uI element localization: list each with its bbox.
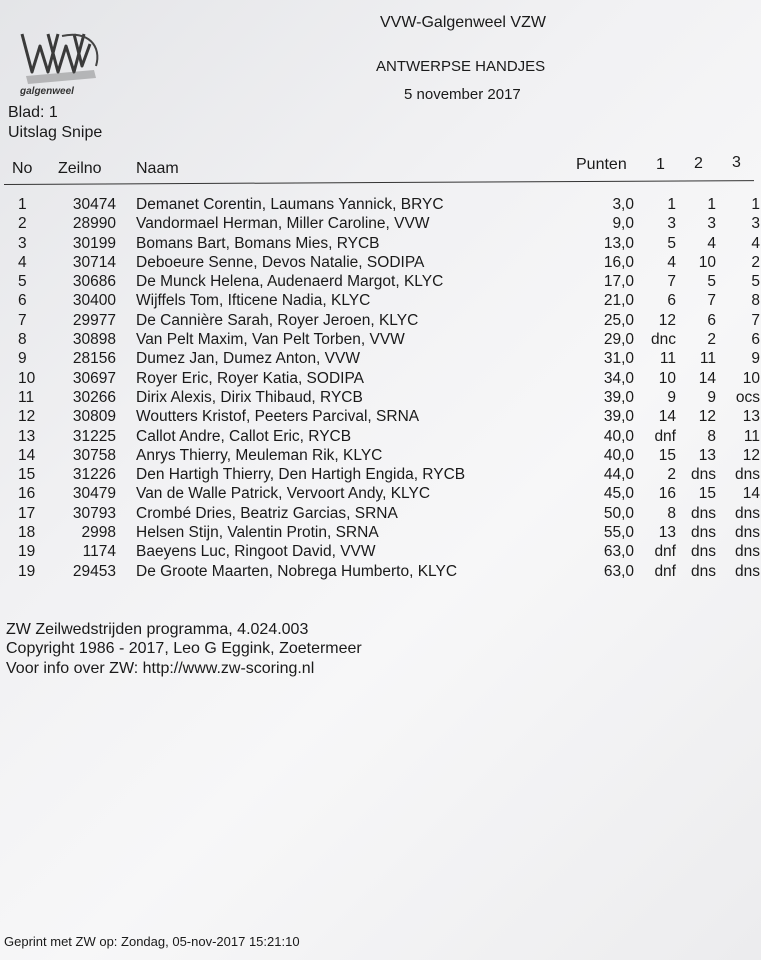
crew-name: Van Pelt Maxim, Van Pelt Torben, VVW: [136, 331, 405, 349]
race-3: dns: [735, 504, 760, 522]
sail-number: 29977: [72, 311, 116, 329]
race-1: 6: [667, 292, 676, 310]
rank: 5: [18, 273, 27, 291]
table-row: [0, 312, 761, 331]
crew-name: De Munck Helena, Audenaerd Margot, KLYC: [136, 273, 444, 291]
printed-timestamp: Geprint met ZW op: Zondag, 05-nov-2017 15:21:10: [4, 934, 300, 949]
rank: 8: [18, 331, 27, 349]
points: 39,0: [603, 388, 634, 406]
crew-name: Baeyens Luc, Ringoot David, VVW: [136, 543, 376, 561]
table-row: [0, 331, 761, 350]
points: 16,0: [603, 253, 634, 271]
rank: 1: [18, 196, 27, 213]
rank: 13: [18, 427, 36, 445]
race-3: dns: [735, 543, 760, 561]
points: 25,0: [603, 311, 634, 329]
race-2: 5: [707, 273, 716, 291]
sail-number: 30714: [72, 253, 116, 271]
rank: 9: [18, 350, 27, 368]
race-3: ocs: [735, 388, 760, 406]
race-3: 1: [751, 196, 760, 213]
rank: 2: [18, 215, 27, 233]
race-3: 7: [751, 311, 760, 329]
result-title: Uitslag Snipe: [8, 124, 103, 141]
race-1: 7: [667, 273, 676, 291]
table-row: [0, 292, 761, 311]
table-row: [0, 350, 761, 369]
table-row: [0, 370, 761, 389]
table-row: [0, 428, 761, 447]
points: 3,0: [612, 196, 634, 213]
sail-number: 30686: [72, 273, 116, 291]
race-1: 16: [658, 485, 676, 503]
copyright-line: Copyright 1986 - 2017, Leo G Eggink, Zoetermeer: [6, 640, 362, 657]
crew-name: Vandormael Herman, Miller Caroline, VVW: [136, 215, 430, 233]
logo-wordmark: galgenweel: [20, 86, 74, 97]
crew-name: Anrys Thierry, Meuleman Rik, KLYC: [136, 446, 383, 464]
race-2: dns: [691, 524, 716, 542]
race-2: 6: [707, 311, 716, 329]
sail-number: 30400: [72, 292, 116, 310]
header-divider: [4, 180, 754, 185]
rank: 17: [18, 504, 36, 522]
race-3: 10: [742, 369, 760, 387]
sail-number: 31225: [72, 427, 116, 445]
rank: 7: [18, 311, 27, 329]
sail-number: 30898: [72, 331, 116, 349]
race-3: 9: [751, 350, 760, 368]
race-3: 5: [751, 273, 760, 291]
crew-name: De Cannière Sarah, Royer Jeroen, KLYC: [136, 311, 419, 329]
rank: 19: [18, 543, 36, 561]
race-1: 10: [658, 369, 676, 387]
race-2: 10: [698, 253, 716, 271]
race-1: dnf: [654, 562, 676, 580]
race-2: 7: [707, 292, 716, 310]
race-1: 8: [667, 504, 676, 522]
race-3: 6: [751, 331, 760, 349]
race-3: 3: [751, 215, 760, 233]
sail-number: 30266: [72, 388, 116, 406]
table-row: [0, 273, 761, 292]
race-2: dns: [691, 543, 716, 561]
points: 39,0: [603, 408, 634, 426]
points: 34,0: [603, 369, 634, 387]
race-3: 11: [743, 427, 760, 445]
crew-name: De Groote Maarten, Nobrega Humberto, KLYC: [136, 562, 458, 580]
event-date: 5 november 2017: [404, 86, 521, 103]
crew-name: Helsen Stijn, Valentin Protin, SRNA: [136, 524, 379, 542]
table-row: [0, 235, 761, 254]
race-2: 1: [707, 196, 716, 213]
race-1: dnf: [654, 427, 676, 445]
race-1: dnc: [651, 331, 676, 349]
rank: 14: [18, 446, 36, 464]
race-3: 12: [742, 446, 760, 464]
col-header-race-2: 2: [694, 155, 703, 172]
race-3: 4: [751, 234, 760, 252]
crew-name: Dirix Alexis, Dirix Thibaud, RYCB: [136, 388, 363, 406]
sail-number: 30809: [72, 408, 116, 426]
race-2: 2: [707, 331, 716, 349]
table-row: [0, 196, 761, 215]
sail-number: 30697: [72, 369, 116, 387]
points: 45,0: [603, 485, 634, 503]
points: 31,0: [603, 350, 634, 368]
race-2: 9: [707, 388, 716, 406]
race-3: dns: [735, 466, 760, 484]
race-1: 5: [667, 234, 676, 252]
table-row: [0, 408, 761, 427]
points: 9,0: [612, 215, 634, 233]
race-1: 2: [667, 466, 676, 484]
points: 40,0: [603, 427, 634, 445]
crew-name: Crombé Dries, Beatriz Garcias, SRNA: [136, 504, 398, 522]
crew-name: Woutters Kristof, Peeters Parcival, SRNA: [136, 408, 420, 426]
crew-name: Callot Andre, Callot Eric, RYCB: [136, 427, 352, 445]
race-2: dns: [691, 504, 716, 522]
race-2: 3: [707, 215, 716, 233]
sail-number: 1174: [82, 543, 116, 561]
table-row: [0, 505, 761, 524]
race-3: 13: [742, 408, 760, 426]
race-3: 14: [742, 485, 760, 503]
points: 63,0: [603, 543, 634, 561]
race-1: 11: [659, 350, 676, 368]
rank: 16: [18, 485, 36, 503]
table-row: [0, 254, 761, 273]
crew-name: Bomans Bart, Bomans Mies, RYCB: [136, 234, 380, 252]
sail-number: 30474: [72, 196, 116, 213]
race-2: 8: [707, 427, 716, 445]
col-header-sail: Zeilno: [58, 160, 102, 177]
table-row: [0, 447, 761, 466]
rank: 18: [18, 524, 36, 542]
race-3: 8: [751, 292, 760, 310]
sail-number: 28990: [72, 215, 116, 233]
crew-name: Van de Walle Patrick, Vervoort Andy, KLYC: [136, 485, 431, 503]
rank: 10: [18, 369, 36, 387]
race-1: 15: [658, 446, 676, 464]
sail-number: 30758: [72, 446, 116, 464]
crew-name: Deboeure Senne, Devos Natalie, SODIPA: [136, 253, 425, 271]
race-2: 14: [698, 369, 716, 387]
organisation-name: VVW-Galgenweel VZW: [380, 14, 546, 31]
race-3: 2: [751, 253, 760, 271]
race-1: 4: [667, 253, 676, 271]
table-row: [0, 563, 761, 582]
sail-number: 28156: [72, 350, 116, 368]
race-2: 13: [698, 446, 716, 464]
col-header-race-1: 1: [656, 156, 665, 173]
points: 40,0: [603, 446, 634, 464]
col-header-name: Naam: [136, 160, 179, 177]
col-header-points: Punten: [576, 156, 627, 173]
rank: 6: [18, 292, 27, 310]
rank: 3: [18, 234, 27, 252]
col-header-race-3: 3: [732, 154, 741, 171]
table-row: [0, 524, 761, 543]
race-2: 15: [698, 485, 716, 503]
points: 50,0: [603, 504, 634, 522]
sail-number: 30199: [72, 234, 116, 252]
rank: 15: [18, 466, 36, 484]
points: 13,0: [603, 234, 634, 252]
race-2: dns: [691, 562, 716, 580]
rank: 12: [18, 408, 36, 426]
sail-number: 30479: [72, 485, 116, 503]
race-1: 9: [667, 388, 676, 406]
crew-name: Demanet Corentin, Laumans Yannick, BRYC: [136, 196, 444, 213]
info-url-line: Voor info over ZW: http://www.zw-scoring.nl: [6, 660, 315, 677]
crew-name: Dumez Jan, Dumez Anton, VVW: [136, 350, 360, 368]
sail-number: 31226: [72, 466, 116, 484]
table-row: [0, 485, 761, 504]
points: 44,0: [603, 466, 634, 484]
sail-number: 2998: [81, 524, 116, 542]
sail-number: 29453: [72, 562, 116, 580]
race-2: 4: [707, 234, 716, 252]
race-2: 11: [699, 350, 716, 368]
race-1: 13: [658, 524, 676, 542]
race-3: dns: [735, 562, 760, 580]
race-1: 1: [667, 196, 676, 213]
results-table: [0, 196, 761, 582]
crew-name: Den Hartigh Thierry, Den Hartigh Engida, RYCB: [136, 466, 466, 484]
points: 63,0: [603, 562, 634, 580]
sail-number: 30793: [72, 504, 116, 522]
sheet-number: Blad: 1: [8, 104, 58, 121]
table-row: [0, 389, 761, 408]
points: 21,0: [603, 292, 634, 310]
points: 55,0: [603, 524, 634, 542]
crew-name: Royer Eric, Royer Katia, SODIPA: [136, 369, 364, 387]
race-1: 14: [658, 408, 676, 426]
points: 17,0: [603, 273, 634, 291]
table-row: [0, 466, 761, 485]
rank: 19: [18, 562, 36, 580]
crew-name: Wijffels Tom, Ifticene Nadia, KLYC: [136, 292, 371, 310]
col-header-no: No: [12, 160, 33, 177]
rank: 11: [18, 388, 35, 406]
table-row: [0, 215, 761, 234]
event-title: ANTWERPSE HANDJES: [376, 58, 546, 75]
race-1: 3: [667, 215, 676, 233]
race-2: dns: [691, 466, 716, 484]
race-1: 12: [658, 311, 676, 329]
table-row: [0, 543, 761, 562]
race-3: dns: [735, 524, 760, 542]
race-2: 12: [698, 408, 716, 426]
program-info: ZW Zeilwedstrijden programma, 4.024.003: [6, 621, 309, 638]
race-1: dnf: [654, 543, 676, 561]
rank: 4: [18, 253, 27, 271]
points: 29,0: [603, 331, 634, 349]
